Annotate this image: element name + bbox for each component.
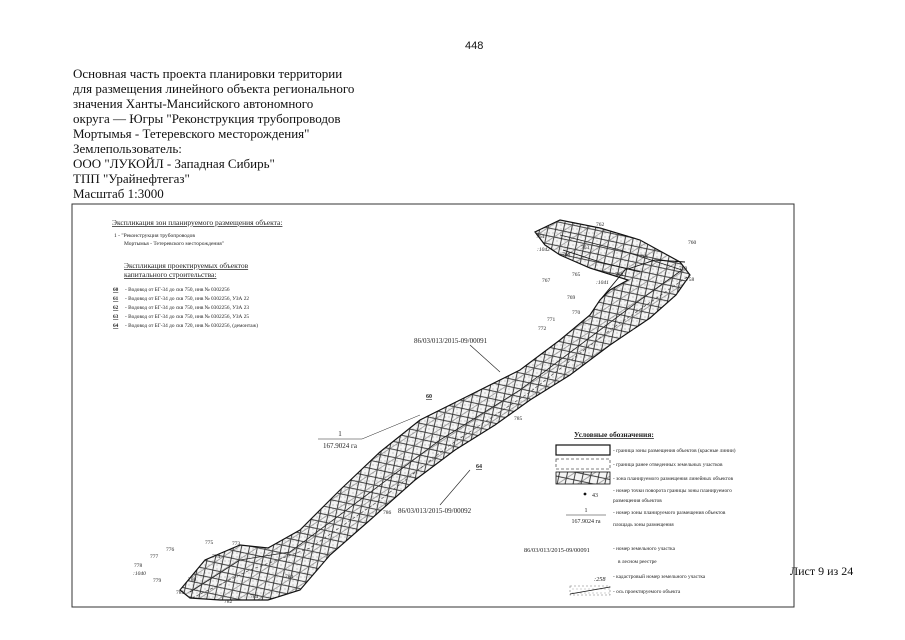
legend-swatch [556,472,610,484]
parcel-number: 86/03/013/2015-09/00091 [414,337,488,345]
point-label: 771 [547,317,556,323]
point-label: 780 [188,577,197,583]
header-line: округа — Югры "Реконструкция трубопроводов [73,111,341,126]
objects-title: Экспликация проектируемых объектов [124,261,249,270]
point-label: 766 [562,252,571,258]
header-line: значения Ханты-Мансийского автономного [73,96,314,111]
legend-text: - номер земельного участка [613,546,676,552]
object-label: 64 [476,464,482,470]
legend-text: - ось проектируемого объекта [613,589,681,595]
legend-text: - граница зоны размещения объектов (красные линии) [613,448,736,454]
zone-number: 1 [338,430,342,438]
point-label: 776 [166,547,175,553]
object-text: - Водовод от БГ-34 до скв 750, инв № 0302256, УЗА 25 [125,314,249,320]
zone-area: 167.9024 га [323,442,357,450]
objects-title: капитального строительства: [124,270,217,279]
header-line: Землепользователь: [73,141,182,156]
object-text: - Водовод от БГ-34 до скв 720, инв № 0302256, (демонтаж) [125,323,259,329]
explication [112,218,282,329]
legend-text: - граница ранее отведенных земельных участков [613,462,723,468]
sheet-label: Лист 9 из 24 [790,564,854,578]
cadastral-number: :1040 [133,571,146,577]
point-label: 769 [567,295,576,301]
point-label: 765 [572,272,581,278]
object-label: 60 [426,394,432,400]
legend-text: - зона планируемого размещения линейных объектов [613,476,733,482]
object-number: 60 [113,287,119,293]
point-label: 786 [383,510,392,516]
point-label: 781 [176,590,185,596]
page-number: 448 [465,40,484,52]
point-label: 783 [250,594,259,600]
parcel-number: 86/03/013/2015-09/00092 [398,507,472,515]
point-label: 762 [596,222,605,228]
cadastral-number: :1041 [596,280,609,286]
point-label: 764 [536,234,545,240]
point-label: 775 [205,540,214,546]
legend-symbol: 167.9024 га [571,519,601,525]
zone-item: Мортымья - Тетеревского месторождения" [124,241,225,247]
point-label: 758 [686,277,695,283]
point-label: 759 [679,266,688,272]
legend-text: - номер точки поворота границы зоны планируемого [613,488,732,494]
point-label: 779 [153,578,162,584]
point-label: 767 [542,278,551,284]
object-number: 61 [113,296,119,302]
point-label: 778 [134,563,143,569]
point-label: 770 [572,310,581,316]
point-label: 785 [514,416,523,422]
point-label: 768 [615,272,624,278]
object-number: 64 [113,323,119,329]
zones-title: Экспликация зон планируемого размещения объекта: [112,218,283,227]
header-line: ООО "ЛУКОЙЛ - Западная Сибирь" [73,156,275,171]
cadastral-number: :1042 [537,247,550,253]
point-label: 773 [232,541,241,547]
point-label: 763 [581,245,590,251]
legend-swatch [556,445,610,455]
point-label: 772 [538,326,547,332]
legend-text: в лесном реестре [618,559,657,565]
legend-text: - номер зоны планируемого размещения объектов [613,510,726,516]
point-marker [584,493,587,496]
object-number: 62 [113,305,119,311]
planned-zone [180,220,690,600]
legend-text: площадь зоны размещения [613,522,674,528]
point-label: 774 [212,554,221,560]
zone-item: 1 - "Реконструкция трубопроводов [114,233,196,239]
object-text: - Водовод от БГ-34 до скв 750, инв № 0302256, УЗА 22 [125,296,249,302]
point-label: 784 [285,574,294,580]
legend-symbol: 86/03/013/2015-09/00091 [524,547,590,554]
legend-text: - кадастровый номер земельного участка [613,574,706,580]
legend-text: размещения объектов [613,498,662,504]
legend-symbol: 43 [592,493,598,499]
legend-symbol: 1 [584,508,588,514]
legend-symbol: :258 [594,576,606,583]
header-line: для размещения линейного объекта регионального [73,81,355,96]
point-label: 760 [688,240,697,246]
object-number: 63 [113,314,119,320]
header-line: ТПП "Урайнефтегаз" [73,171,190,186]
header-line: Мортымья - Тетеревского месторождения" [73,126,310,141]
legend-title: Условные обозначения: [574,430,654,439]
legend [524,430,736,595]
object-text: - Водовод от БГ-34 до скв 750, инв № 0302256 [125,287,230,293]
legend-swatch [556,459,610,469]
header-line: Масштаб 1:3000 [73,186,164,201]
point-label: 777 [150,554,159,560]
point-label: 782 [224,599,233,605]
object-text: - Водовод от БГ-34 до скв 750, инв № 0302256, УЗА 23 [125,305,249,311]
point-label: 761 [640,254,649,260]
header-line: Основная часть проекта планировки территории [73,66,343,81]
